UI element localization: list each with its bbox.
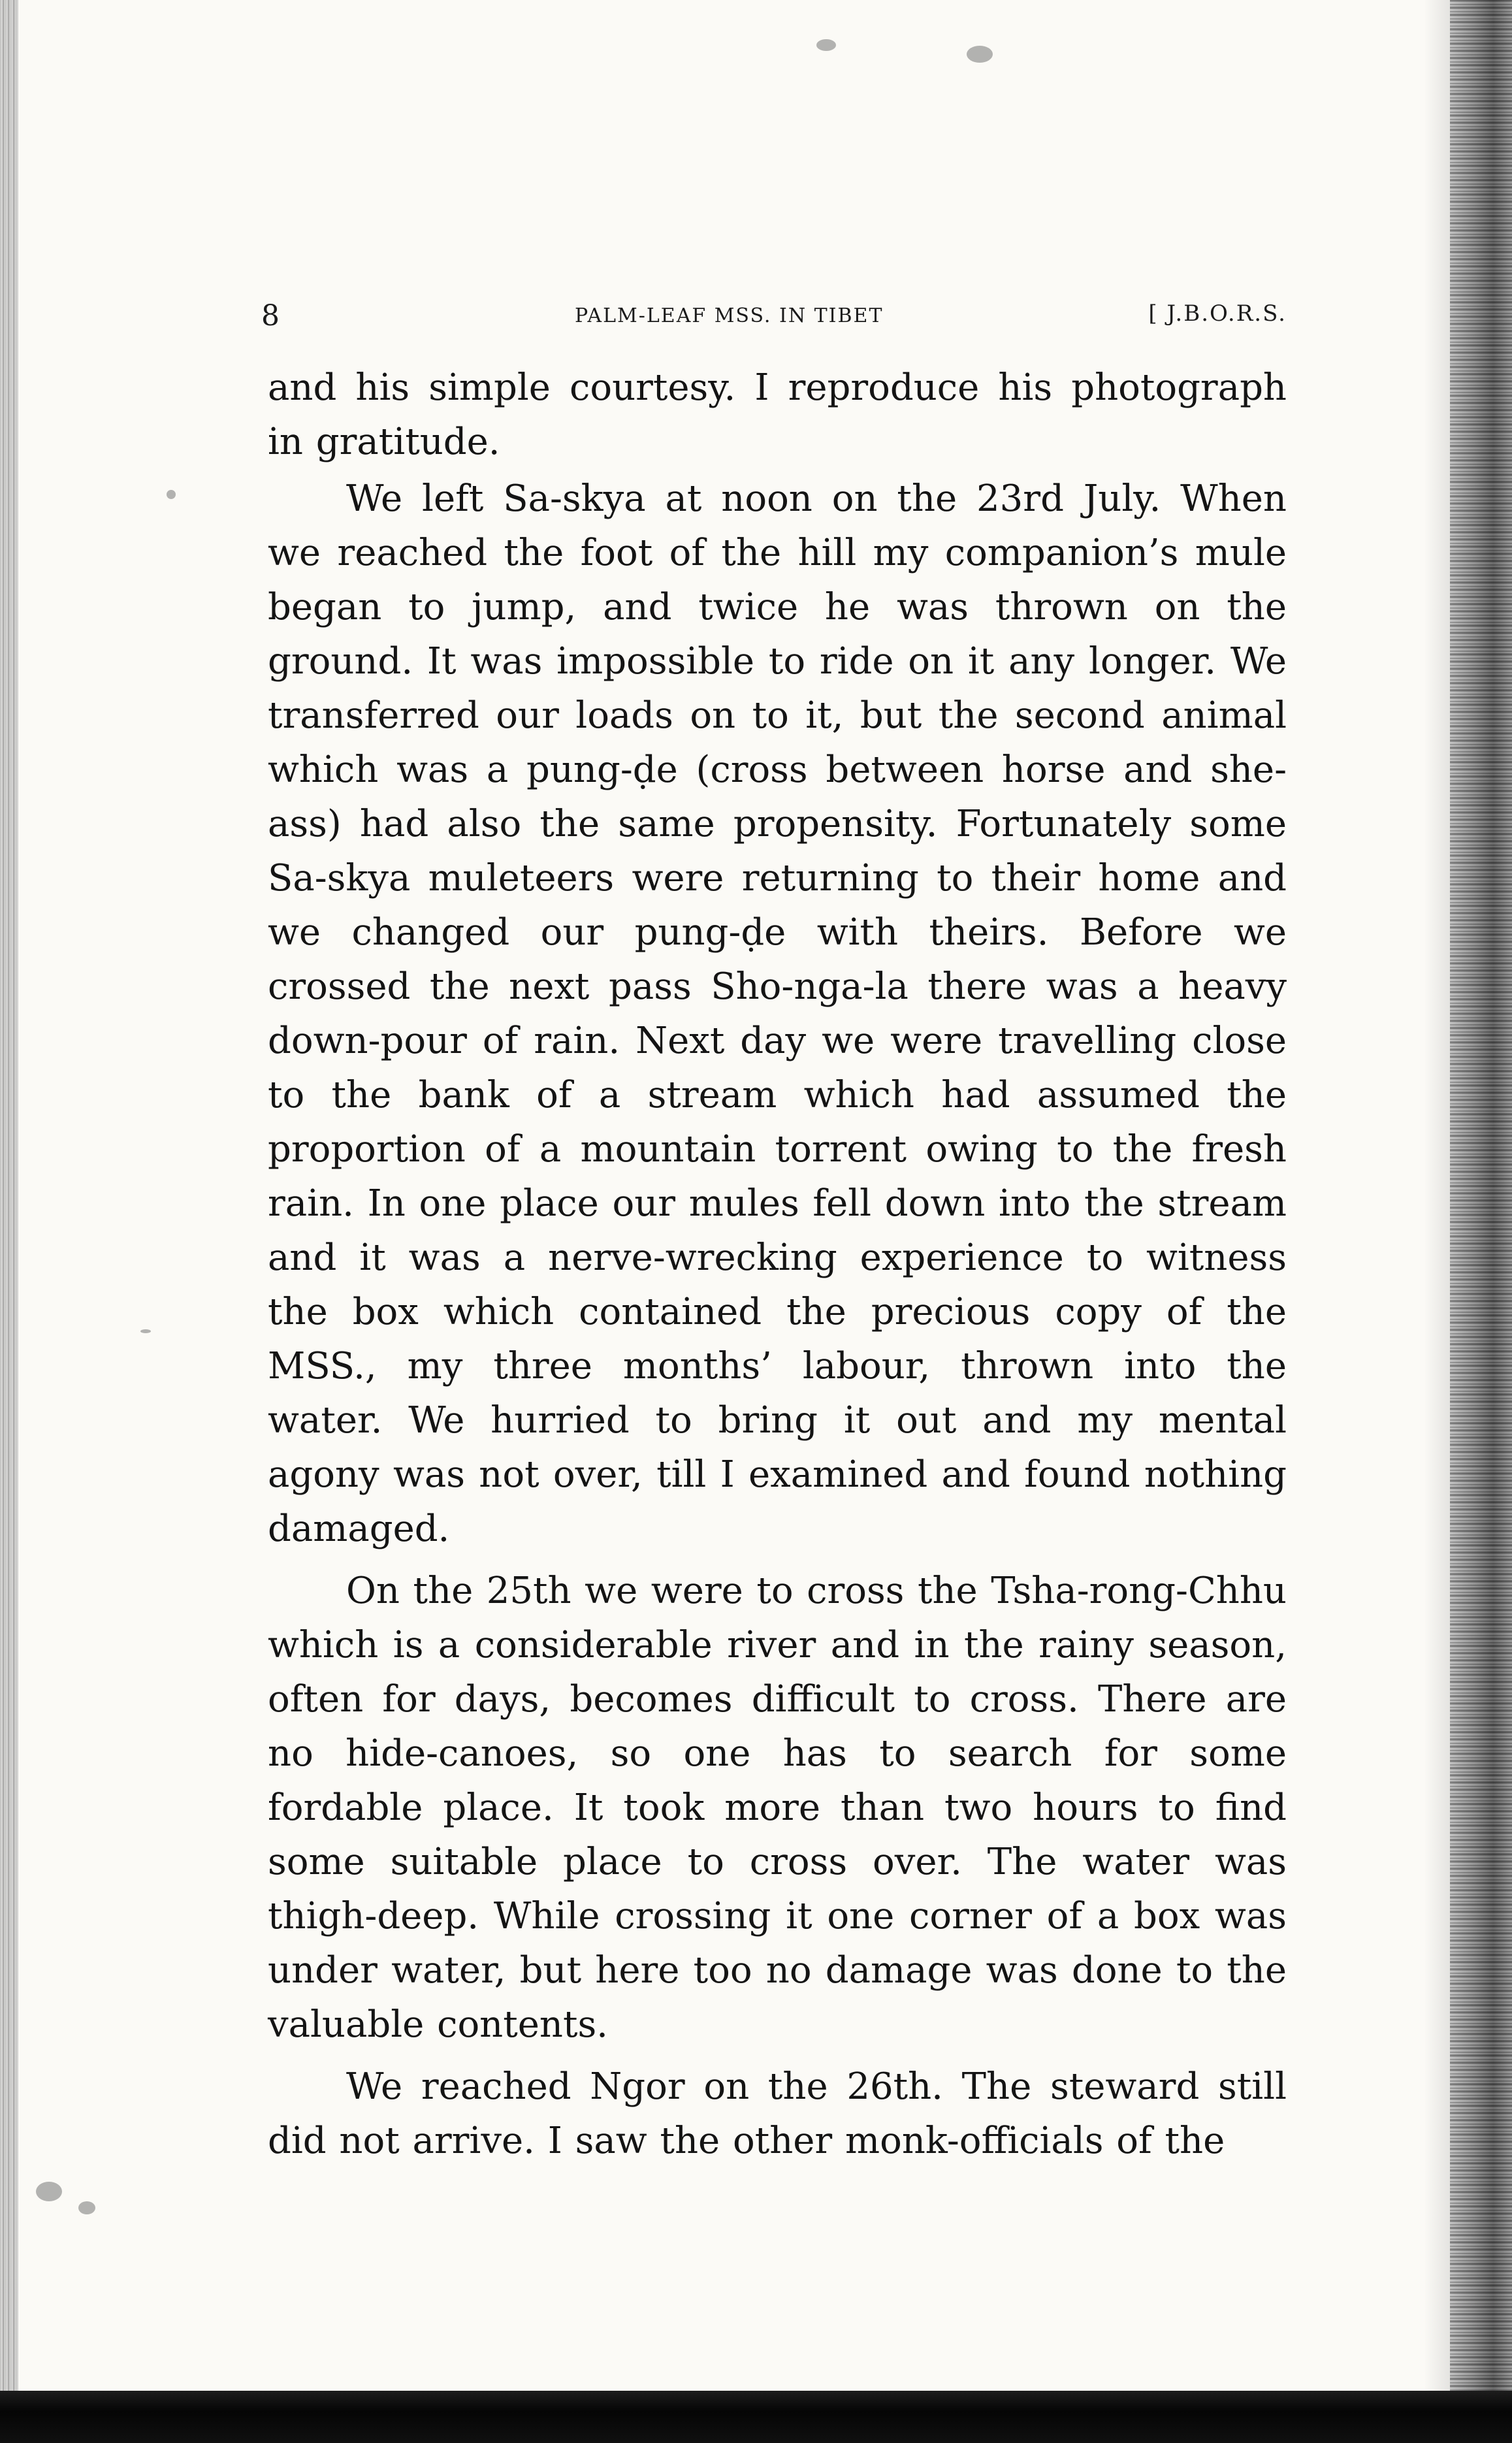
paragraph: We reached Ngor on the 26th. The steward still did not arrive. I saw the other monk-officials of the bbox=[268, 2065, 1287, 2162]
scan-speck bbox=[967, 46, 993, 63]
scan-speck bbox=[36, 2182, 62, 2201]
running-title: PALM-LEAF MSS. IN TIBET bbox=[575, 304, 884, 327]
right-page-edge bbox=[1450, 0, 1512, 2391]
paragraph: and his simple courtesy. I reproduce his photograph in gratitude. bbox=[268, 366, 1287, 463]
scan-speck bbox=[140, 1329, 151, 1333]
journal-reference: [ J.B.O.R.S. bbox=[1148, 300, 1287, 327]
scan-speck bbox=[816, 39, 836, 51]
paragraph: On the 25th we were to cross the Tsha-rong-Chhu which is a considerable river and in the rainy season, often for days, becomes difficult to cross. There are no hide-canoes, so one has to search for some fordable place. It took more than two hours to find some suitable place to cross over. The water was thigh-deep. While crossing it one corner of a box was under water, but here too no damage was done to the valuable contents. bbox=[268, 1570, 1287, 2046]
paragraph: We left Sa-skya at noon on the 23rd July. When we reached the foot of the hill my companion’s mule began to jump, and twice he was thrown on the ground. It was impossible to ride on it any longer. We transferred our loads on to it, but the second animal which was a pung-ḍe (cross between horse and she-ass) had also the same propensity. Fortunately some Sa-skya muleteers were returning to their home and we changed our pung-ḍe with theirs. Before we crossed the next pass Sho-nga-la there was a heavy down-pour of rain. Next day we were travelling close to the bank of a stream which had assumed the proportion of a mountain torrent owing to the fresh rain. In one place our mules fell down into the stream and it was a nerve-wrecking experience to witness the box which contained the precious copy of the MSS., my three months’ labour, thrown into the water. We hurried to bring it out and my mental agony was not over, till I examined and found nothing damaged. bbox=[268, 477, 1287, 1550]
scan-speck bbox=[78, 2201, 95, 2214]
page-number: 8 bbox=[261, 299, 280, 332]
scan-speck bbox=[167, 490, 176, 499]
book-spine-edge bbox=[0, 0, 18, 2391]
scan-bottom-border bbox=[0, 2391, 1512, 2443]
body-text bbox=[268, 361, 1287, 2168]
page-edge-shadow bbox=[1424, 0, 1450, 2391]
running-header bbox=[261, 299, 1287, 338]
